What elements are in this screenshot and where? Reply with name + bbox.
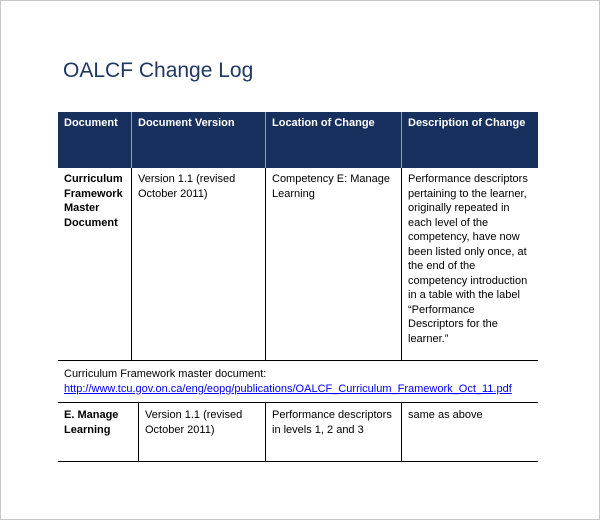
cell-version: Version 1.1 (revised October 2011) [131,168,265,360]
table-header-row [58,112,538,168]
header-location-of-change: Location of Change [265,112,401,168]
cell-description: Performance descriptors pertaining to the learner, originally repeated in each level of the competency, have now been listed only once, at the end of the competency introduction in a table with the label “Performance Descriptors for the learner.” [401,168,538,360]
cell-location: Performance descriptors in levels 1, 2 and 3 [265,403,401,461]
cell-version: Version 1.1 (revised October 2011) [138,403,265,461]
cell-description: same as above [401,403,538,461]
header-document-version: Document Version [131,112,265,168]
cell-document: Curriculum Framework Master Document [64,173,123,229]
note-label: Curriculum Framework master document: [64,368,267,380]
table-row [58,403,538,462]
header-document: Document [64,117,118,129]
page-title: OALCF Change Log [63,59,254,82]
master-document-note [58,361,538,403]
master-document-link[interactable]: http://www.tcu.gov.on.ca/eng/eopg/publications/OALCF_Curriculum_Framework_Oct_11.pdf [64,382,512,395]
cell-document: E. Manage Learning [64,409,119,436]
cell-location: Competency E: Manage Learning [265,168,401,360]
header-description-of-change: Description of Change [401,112,538,168]
change-log-table [58,112,538,462]
table-row [58,168,538,361]
